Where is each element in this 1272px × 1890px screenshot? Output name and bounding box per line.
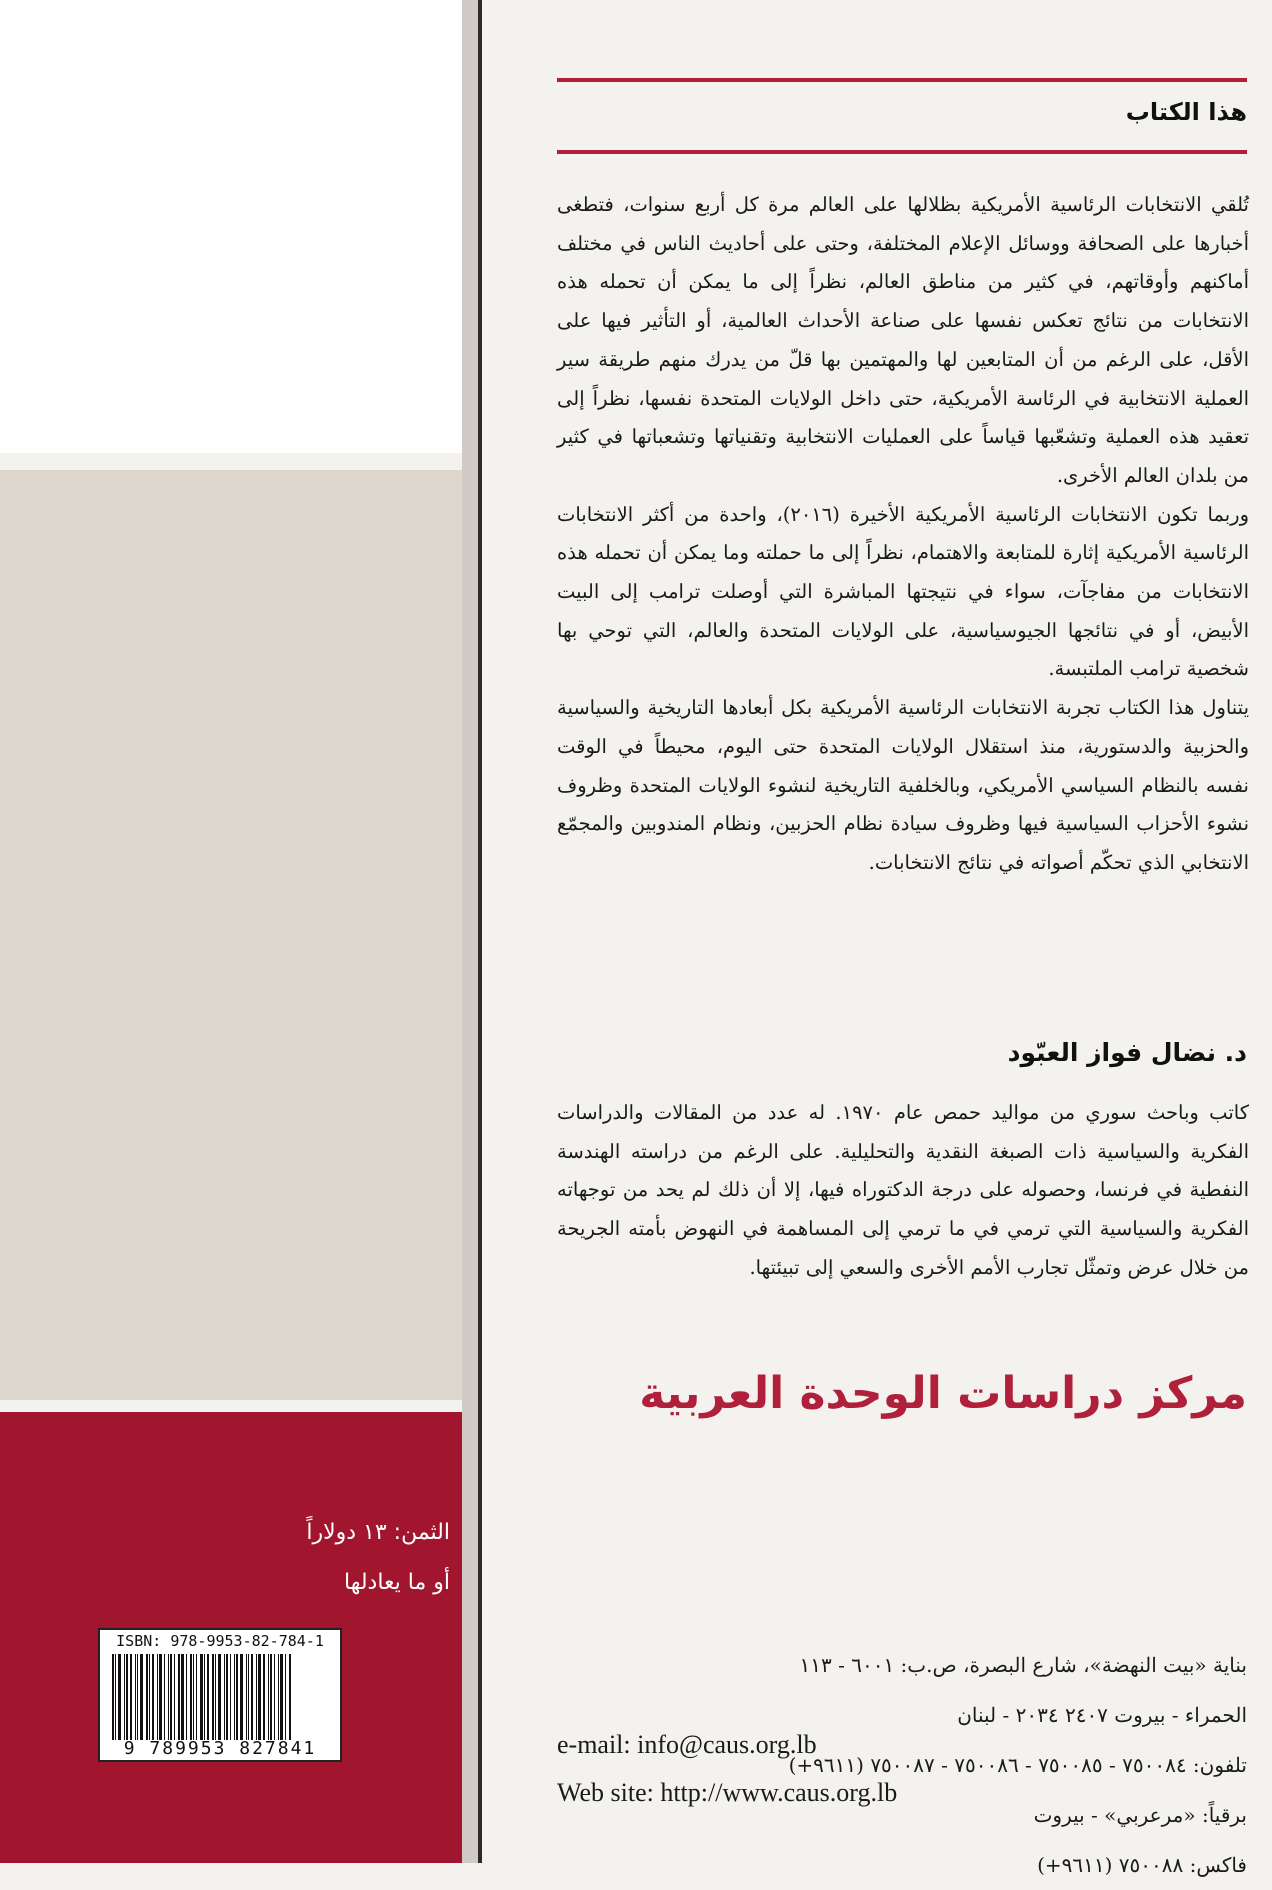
barcode-bar xyxy=(186,1654,187,1740)
fax-line: فاكس: ٧٥٠٠٨٨ (٩٦١١+) xyxy=(1037,1853,1247,1877)
top-rule xyxy=(557,78,1247,82)
address-line: الحمراء - بيروت ٢٤٠٧ ٢٠٣٤ - لبنان xyxy=(957,1703,1247,1727)
barcode-bar xyxy=(140,1654,143,1740)
barcode-bar xyxy=(268,1654,269,1740)
barcode-bar xyxy=(137,1654,138,1740)
barcode-bar xyxy=(285,1654,286,1740)
price-equivalent: أو ما يعادلها xyxy=(344,1570,450,1595)
barcode-bar xyxy=(126,1654,128,1740)
spine-edge-line xyxy=(478,0,482,1863)
barcode-bar xyxy=(236,1654,238,1740)
barcode-bar xyxy=(196,1654,197,1740)
barcode-bar xyxy=(280,1654,283,1740)
barcode-bar xyxy=(230,1654,231,1740)
barcode-bar xyxy=(207,1654,209,1740)
barcode-bar xyxy=(234,1654,235,1740)
barcode-bar xyxy=(200,1654,203,1740)
barcode-bar xyxy=(149,1654,150,1740)
author-bio-text: كاتب وباحث سوري من مواليد حمص عام ١٩٧٠. له عدد من المقالات والدراسات الفكرية والسياسية ذات الصبغة النقدية والتحليلية. على الرغم من دراسته الهندسة النفطية في فرنسا، وحصوله على درجة الدكتوراه فيها، إلا أن ذلك لم يحد من توجهاته الفكرية والسياسية التي ترمي في ما ترمي إلى المساهمة في النهوض بأمته الجريحة من خلال عرض وتمثّل تجارب الأمم الأخرى والسعي إلى تبيئتها. xyxy=(557,1101,1249,1279)
isbn-barcode xyxy=(98,1628,342,1762)
price-block xyxy=(90,1508,450,1608)
barcode-bar xyxy=(174,1654,175,1740)
description-paragraph-1: تُلقي الانتخابات الرئاسية الأمريكية بظلالها على العالم مرة كل أربع سنوات، فتطغى أخبارها على الصحافة ووسائل الإعلام المختلفة، وحتى على أحاديث الناس في مختلف أماكنهم وأوقاتهم، في كثير من مناطق العالم، نظراً إلى ما يمكن أن تحمله هذه الانتخابات من نتائج تعكس نفسها على صناعة الأحداث العالمية، أو التأثير فيها على الأقل، على الرغم من أن المتابعين لها والمهتمين بها قلّ من يدرك منهم طريقة سير العملية الانتخابية في الرئاسة الأمريكية، حتى داخل الولايات المتحدة نفسها، نظراً إلى تعقيد هذه العملية وتشعّبها قياساً على العمليات الانتخابية وتقنياتها وتشعباتها في كثير من بلدان العالم الأخرى. xyxy=(557,193,1249,487)
barcode-bar xyxy=(246,1654,247,1740)
barcode-bar xyxy=(152,1654,154,1740)
barcode-bar xyxy=(248,1654,249,1740)
spine-beige-panel xyxy=(0,470,462,1400)
barcode-bar xyxy=(159,1654,162,1740)
barcode-bar xyxy=(256,1654,257,1740)
heading-rule xyxy=(557,150,1247,154)
barcode-bar xyxy=(190,1654,192,1740)
barcode-bar xyxy=(240,1654,243,1740)
description-paragraph-3: يتناول هذا الكتاب تجربة الانتخابات الرئاسية الأمريكية بكل أبعادها التاريخية والسياسية والحزبية والدستورية، منذ استقلال الولايات المتحدة حتى اليوم، محيطاً في الوقت نفسه بالنظام السياسي الأمريكي، وبالخلفية التاريخية لنشوء الولايات المتحدة وظروف نشوء الأحزاب السياسية فيها وظروف سيادة نظام الحزبين، ونظام المندوبين والمجمّع الانتخابي الذي تحكّم أصواته في نتائج الانتخابات. xyxy=(557,696,1249,874)
isbn-digits: 9 789953 827841 xyxy=(123,1738,317,1759)
barcode-bar xyxy=(130,1654,132,1740)
author-name: د. نضال فواز العبّود xyxy=(1007,1038,1247,1067)
spine-white-panel xyxy=(0,0,462,453)
barcode-bar xyxy=(212,1654,214,1740)
barcode-bar xyxy=(112,1654,114,1740)
barcode-bar xyxy=(278,1654,279,1740)
barcode-bar xyxy=(289,1654,291,1740)
barcode-bar xyxy=(251,1654,253,1740)
barcode-bar xyxy=(270,1654,272,1740)
spine-fold xyxy=(462,0,478,1863)
barcode-bar xyxy=(146,1654,148,1740)
phone-line: تلفون: ٧٥٠٠٨٤ - ٧٥٠٠٨٥ - ٧٥٠٠٨٦ - ٧٥٠٠٨٧ (٩٦١١+) xyxy=(788,1753,1247,1777)
book-spine xyxy=(0,0,470,1863)
book-description xyxy=(557,186,1249,883)
barcode-bar xyxy=(168,1654,169,1740)
barcode-bar xyxy=(226,1654,228,1740)
isbn-label: ISBN: 978-9953-82-784-1 xyxy=(116,1632,324,1650)
barcode-bar xyxy=(178,1654,180,1740)
barcode-bar xyxy=(157,1654,158,1740)
barcode-bar xyxy=(263,1654,265,1740)
barcode-bar xyxy=(258,1654,261,1740)
price-line: الثمن: ١٣ دولاراً xyxy=(306,1520,450,1545)
barcode-bar xyxy=(215,1654,216,1740)
email-line: e-mail: info@caus.org.lb xyxy=(557,1730,817,1759)
back-cover-content xyxy=(540,0,1250,1877)
telegram-line: برقياً: «مرعربي» - بيروت xyxy=(1033,1803,1247,1827)
publisher-name: مركز دراسات الوحدة العربية xyxy=(639,1368,1247,1419)
section-heading: هذا الكتاب xyxy=(1125,98,1247,126)
barcode-bar xyxy=(115,1654,116,1740)
barcode-bar xyxy=(274,1654,275,1740)
barcode-bar xyxy=(224,1654,225,1740)
barcode-bar xyxy=(164,1654,165,1740)
barcode-bar xyxy=(118,1654,121,1740)
barcode-bar xyxy=(181,1654,184,1740)
description-paragraph-2: وربما تكون الانتخابات الرئاسية الأمريكية الأخيرة (٢٠١٦)، واحدة من أكثر الانتخابات الرئاسية الأمريكية إثارة للمتابعة والاهتمام، نظراً إلى ما حملته وما يمكن أن تحمله هذه الانتخابات من مفاجآت، سواء في نتيجتها المباشرة التي أوصلت ترامب إلى البيت الأبيض، أو في نتائجها الجيوسياسية، على الولايات المتحدة والعالم، التي توحي بها شخصية ترامب الملتبسة. xyxy=(557,502,1249,681)
barcode-bar xyxy=(135,1654,136,1740)
barcode-bar xyxy=(124,1654,125,1740)
author-bio xyxy=(557,1094,1249,1288)
barcode-graphic xyxy=(112,1654,328,1740)
publisher-address xyxy=(557,1640,1247,1890)
website-line: Web site: http://www.caus.org.lb xyxy=(557,1778,898,1807)
barcode-bar xyxy=(193,1654,194,1740)
barcode-bar xyxy=(204,1654,205,1740)
barcode-bar xyxy=(218,1654,221,1740)
barcode-bar xyxy=(170,1654,172,1740)
address-line: بناية «بيت النهضة»، شارع البصرة، ص.ب: ٦٠٠١ - ١١٣ xyxy=(799,1653,1247,1677)
